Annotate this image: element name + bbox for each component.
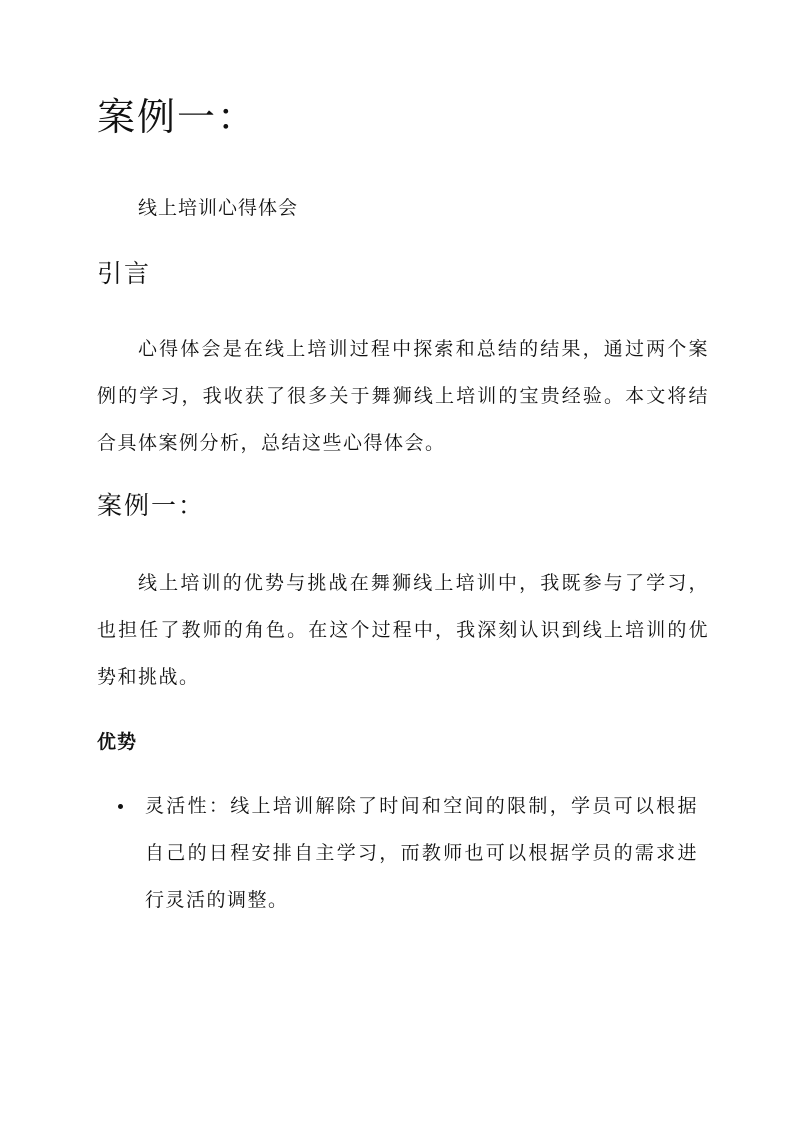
section-paragraph-case-one: 线上培训的优势与挑战在舞狮线上培训中，我既参与了学习，也担任了教师的角色。在这个过程中，我深刻认识到线上培训的优势和挑战。 (97, 572, 709, 688)
section-heading-case-one: 案例一： (97, 491, 206, 520)
advantages-heading: 优势 (97, 731, 138, 753)
section-paragraph-intro: 心得体会是在线上培训过程中探索和总结的结果，通过两个案例的学习，我收获了很多关于舞狮线上培训的宝贵经验。本文将结合具体案例分析，总结这些心得体会。 (97, 338, 709, 454)
section-heading-intro: 引言 (97, 259, 152, 288)
list-item-text: 灵活性：线上培训解除了时间和空间的限制，学员可以根据自己的日程安排自主学习，而教师也可以根据学员的需求进行灵活的调整。 (145, 795, 698, 911)
list-item (118, 783, 698, 924)
document-title: 案例一： (97, 95, 258, 139)
document-subtitle: 线上培训心得体会 (138, 197, 299, 219)
bullet-icon (118, 804, 123, 809)
advantages-list (118, 783, 698, 924)
